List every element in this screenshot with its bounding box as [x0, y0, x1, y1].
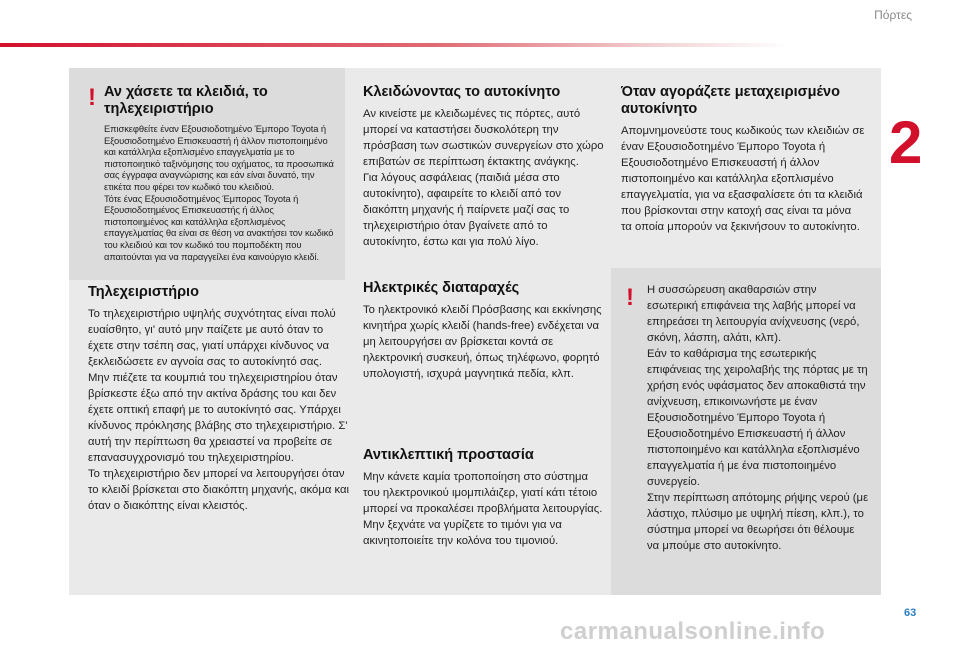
lost-keys-section	[104, 84, 340, 262]
chapter-number: 2	[889, 109, 923, 176]
antitheft-text-1: Μην κάνετε καμία τροποποίηση στο σύστημα του ηλεκτρονικού ιμομπιλάιζερ, γιατί κάτι τέτοιο μπορεί να προκαλέσει προβλήματα λειτουργίας.	[363, 471, 603, 515]
dirt-section	[647, 282, 869, 554]
lost-keys-text-1: Επισκεφθείτε έναν Εξουσιοδοτημένο Έμπορο Toyota ή Εξουσιοδοτημένο Επισκευαστή ή άλλον πιστοποιημένο και κατάλληλα εξοπλισμένο επαγγελματία με το πιστοποιητικό ταξινόμησης του οχήματος, τα προσωπικά σας έγγραφα αναγνώρισης και εάν είναι δυνατό, την ετικέτα που φέρει τον κωδικό του κλειδιού.	[104, 123, 334, 192]
remote-text-2: Μην πιέζετε τα κουμπιά του τηλεχειριστηρίου όταν βρίσκεστε έξω από την ακτίνα δράσης του και δεν έχετε οπτική επαφή με το αυτοκίνητό σας. Υπάρχει κίνδυνος πρόκλησης βλάβης στο τηλεχειριστήριο. Σ' αυτή την περίπτωση θα χρειαστεί να προβείτε σε επανασυγχρονισμό του τηλεχειριστηρίου.	[88, 372, 348, 464]
interference-section	[363, 280, 607, 382]
antitheft-section	[363, 447, 607, 549]
lost-keys-title: Αν χάσετε τα κλειδιά, το τηλεχειριστήριο	[104, 84, 268, 117]
remote-title: Τηλεχειριστήριο	[88, 284, 199, 300]
locking-title: Κλειδώνοντας το αυτοκίνητο	[363, 84, 561, 100]
dirt-text-2: Εάν το καθάρισμα της εσωτερικής επιφάνειας της χειρολαβής της πόρτας με τη χρήση ενός υφάσματος δεν αποκαθιστά την ανίχνευση, επικοινωνήστε με έναν Εξουσιοδοτημένο Έμπορο Toyota ή Εξουσιοδοτημένο Επισκευαστή ή άλλον πιστοποιημένο και κατάλληλα εξοπλισμένο επαγγελματία ή με ένα πιστοποιημένο συνεργείο.	[647, 348, 868, 488]
dirt-text-3: Στην περίπτωση απότομης ρήψης νερού (με λάστιχο, πλύσιμο με υψηλή πίεση, κλπ.), το σύστημα μπορεί να θεωρήσει ότι θέλουμε να μπούμε στο αυτοκίνητο.	[647, 492, 869, 552]
antitheft-text-2: Μην ξεχνάτε να γυρίζετε το τιμόνι για να ακινητοποιείτε την κολόνα του τιμονιού.	[363, 519, 562, 547]
remote-section	[88, 284, 350, 514]
antitheft-title: Αντικλεπτική προστασία	[363, 447, 534, 463]
used-car-title: Όταν αγοράζετε μεταχειρισμένο αυτοκίνητο	[621, 84, 840, 117]
remote-text-3: Το τηλεχειριστήριο δεν μπορεί να λειτουργήσει όταν το κλειδί βρίσκεται στο διακόπτη μηχανής, ακόμα και όταν ο διακόπτης είναι κλειστός.	[88, 468, 350, 512]
section-title: Πόρτες	[874, 8, 912, 22]
used-car-section	[621, 84, 865, 235]
lost-keys-text-2: Τότε ένας Εξουσιοδοτημένος Έμπορος Toyota ή Εξουσιοδοτημένος Επισκευαστής ή άλλος πιστοποιημένος και κατάλληλα εξοπλισμένος επαγγελματίας θα είναι σε θέση να ανακτήσει τον κωδικό του κλειδιού και τον κωδικό του πομποδέκτη που απαιτούνται για να παραγγείλει ένα καινούργιο κλειδί.	[104, 192, 334, 262]
used-car-text: Απομνημονεύστε τους κωδικούς των κλειδιών σε έναν Εξουσιοδοτημένο Έμπορο Toyota ή Εξουσιοδοτημένο Επισκευαστή ή άλλον πιστοποιημένο και κατάλληλα εξοπλισμένο επαγγελματία, για να εξασφαλίσετε ότι τα κλειδιά που βρίσκονται στην κατοχή σας είναι τα μόνα τα οποία μπορούν να ξεκινήσουν το αυτοκίνητο.	[621, 125, 865, 233]
remote-text-1: Το τηλεχειριστήριο υψηλής συχνότητας είναι πολύ ευαίσθητο, γι' αυτό μην παίζετε με αυτό όταν το έχετε στην τσέπη σας, γιατί υπάρχει κίνδυνος να ξεκλειδώσετε εν αγνοία σας το αυτοκίνητό σας.	[88, 308, 336, 368]
warning-icon: !	[88, 84, 96, 111]
locking-text-1: Αν κινείστε με κλειδωμένες τις πόρτες, αυτό μπορεί να καταστήσει δυσκολότερη την πρόσβαση των σωστικών συνεργείων στο χώρο επιβατών σε περίπτωση έκτακτης ανάγκης.	[363, 108, 604, 168]
warning-icon: !	[626, 284, 634, 311]
interference-text: Το ηλεκτρονικό κλειδί Πρόσβασης και εκκίνησης κινητήρα χωρίς κλειδί (hands-free) ενδέχεται να μη λειτουργήσει αν βρίσκεται κοντά σε ηλεκτρονική συσκευή, όπως τηλέφωνο, φορητό υπολογιστή, ισχυρά μαγνητικά πεδία, κλπ.	[363, 304, 602, 380]
watermark: carmanualsonline.info	[560, 618, 826, 645]
locking-text-2: Για λόγους ασφάλειας (παιδιά μέσα στο αυτοκίνητο), αφαιρείτε το κλειδί από τον διακόπτη μηχανής ή παίρνετε μαζί σας το τηλεχειριστήριο όταν βγαίνετε από το αυτοκίνητο, έστω και για πολύ λίγο.	[363, 172, 570, 248]
page-number: 63	[904, 607, 917, 619]
locking-section	[363, 84, 607, 250]
dirt-text-1: Η συσσώρευση ακαθαρσιών στην εσωτερική επιφάνεια της λαβής μπορεί να επηρεάσει τη λειτουργία ανίχνευσης (νερό, σκόνη, λάσπη, αλάτι, κλπ).	[647, 284, 860, 344]
interference-title: Ηλεκτρικές διαταραχές	[363, 280, 520, 296]
top-accent-rule	[0, 43, 790, 47]
